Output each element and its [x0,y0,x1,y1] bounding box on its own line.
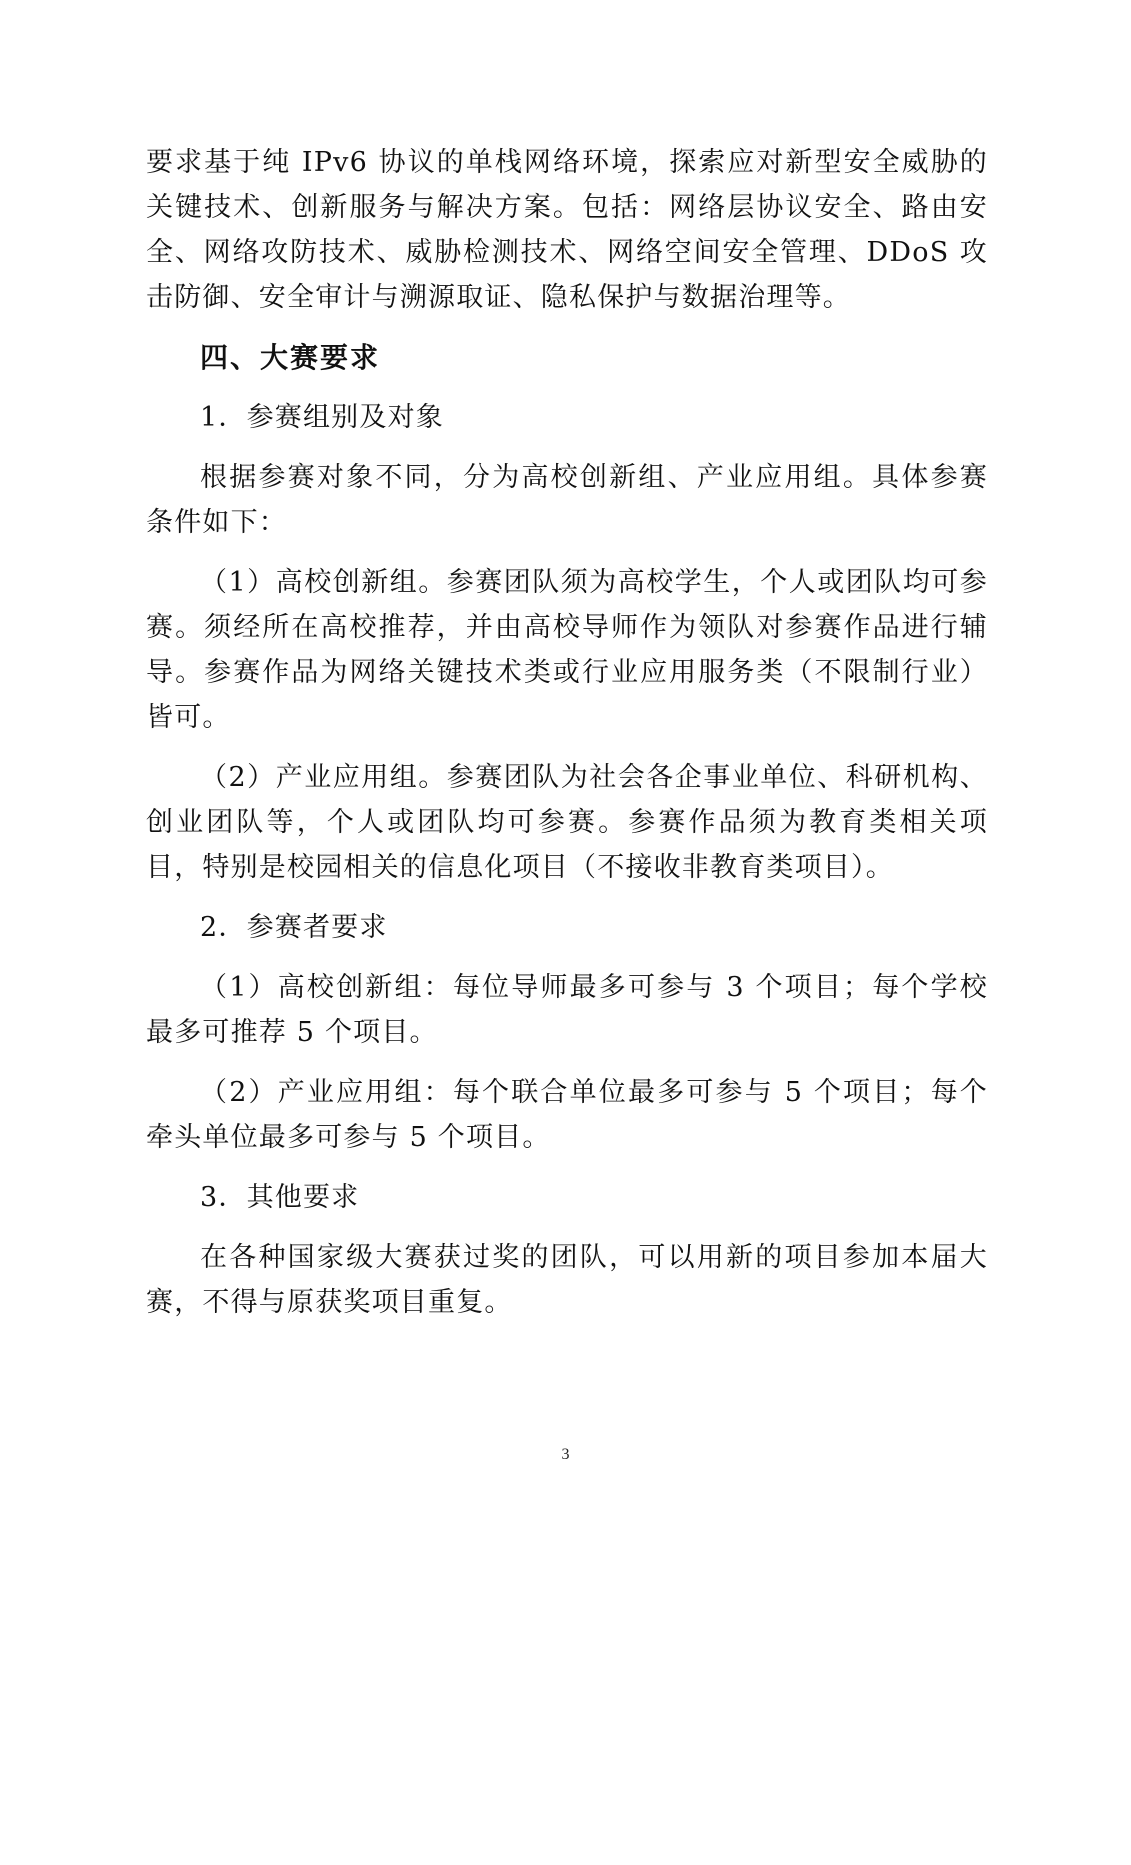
subheading-participant-requirements: 2．参赛者要求 [200,912,388,943]
page-number: 3 [561,1446,570,1463]
intro-paragraph: 要求基于纯 IPv6 协议的单栈网络环境，探索应对新型安全威胁的关键技术、创新服务与解决方案。包括：网络层协议安全、路由安全、网络攻防技术、威胁检测技术、网络空间安全管理、DDoS 攻击防御、安全审计与溯源取证、隐私保护与数据治理等。 [146,147,988,313]
subheading-groups: 1．参赛组别及对象 [200,402,444,433]
subheading-other-requirements: 3．其他要求 [200,1182,360,1213]
requirement-industry-paragraph: （2）产业应用组：每个联合单位最多可参与 5 个项目；每个牵头单位最多可参与 5 个项目。 [146,1077,988,1153]
requirement-university-paragraph: （1）高校创新组：每位导师最多可参与 3 个项目；每个学校最多可推荐 5 个项目。 [146,972,988,1048]
groups-paragraph: 根据参赛对象不同，分为高校创新组、产业应用组。具体参赛条件如下： [146,462,988,538]
document-body [146,140,988,1340]
group-industry-paragraph: （2）产业应用组。参赛团队为社会各企事业单位、科研机构、创业团队等，个人或团队均可参赛。参赛作品须为教育类相关项目，特别是校园相关的信息化项目（不接收非教育类项目）。 [146,762,988,883]
other-requirements-paragraph: 在各种国家级大赛获过奖的团队，可以用新的项目参加本届大赛，不得与原获奖项目重复。 [146,1242,988,1318]
section-heading-requirements: 四、大赛要求 [200,341,381,374]
group-university-paragraph: （1）高校创新组。参赛团队须为高校学生，个人或团队均可参赛。须经所在高校推荐，并由高校导师作为领队对参赛作品进行辅导。参赛作品为网络关键技术类或行业应用服务类（不限制行业）皆可。 [146,567,988,733]
